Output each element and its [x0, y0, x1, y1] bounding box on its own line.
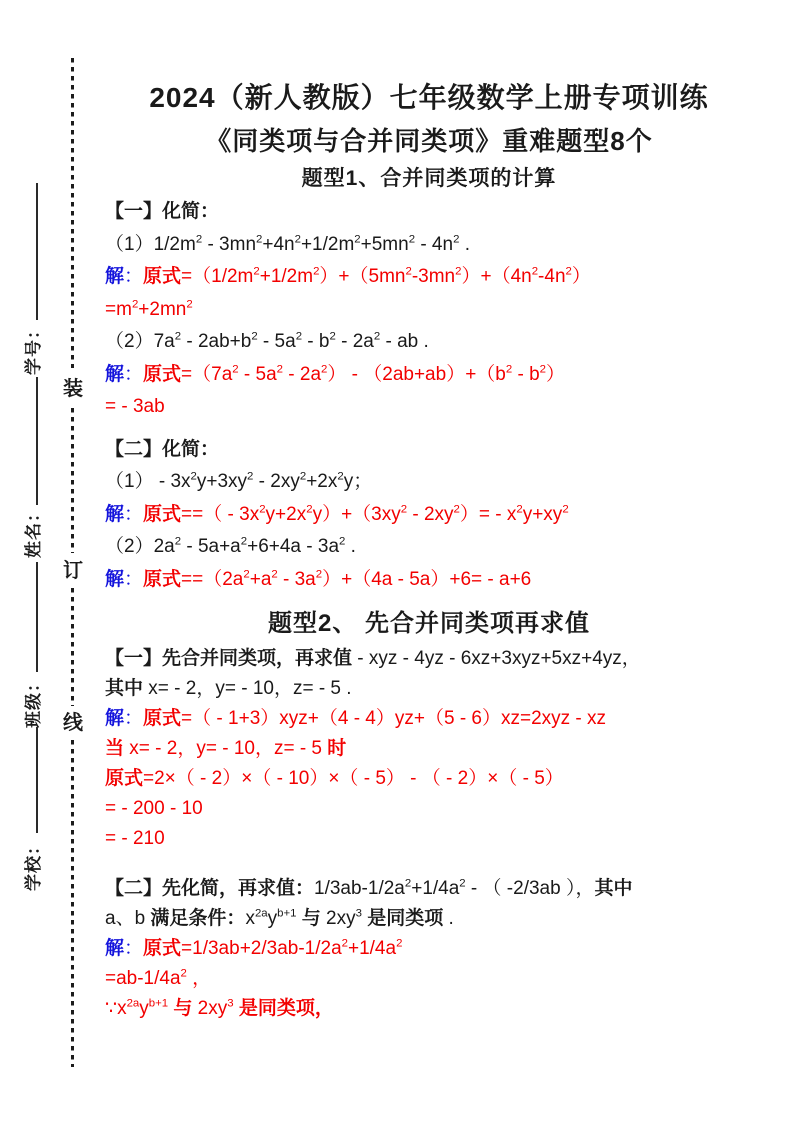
problem3-statement: [105, 644, 753, 674]
text-segment: 原式: [143, 503, 182, 525]
problem2-q1-solution: [105, 499, 753, 532]
text-segment: ==（ - $3x^2y+2x^2y)+(3xy^2 - 2xy^2)= - x^2y+xy^2$: [181, 503, 569, 525]
text-segment: 原式: [143, 938, 182, 959]
dashed-line-segment: [71, 58, 74, 368]
text-segment: 原式: [143, 708, 182, 729]
text-segment: 时: [327, 738, 347, 759]
text-segment: = - 3ab: [105, 396, 165, 417]
section1-heading: [105, 162, 753, 196]
text-segment: 其中: [594, 878, 633, 899]
dashed-line-segment: [71, 408, 74, 553]
text-segment: = - 210: [105, 828, 165, 849]
text-segment: $=m^2+2mn^2$: [105, 298, 193, 320]
text-segment: ：: [124, 266, 144, 287]
text-segment: =2×（ - 2）×（ - 10）×（ - 5） - （ - 2）×（ - 5）: [143, 768, 564, 789]
text-segment: 解: [105, 503, 125, 525]
binding-character: 订: [63, 560, 83, 582]
text-segment: 题型1、合并同类项的计算: [301, 167, 557, 190]
text-segment: 原式: [105, 768, 144, 789]
binding-character: 装: [63, 378, 83, 400]
text-segment: 2024（新人教版）七年级数学上册专项训练: [149, 82, 709, 113]
text-segment: =（ - 1+3）xyz+（4 - 4）yz+（5 - 6）xz=2xyz - xz: [181, 708, 607, 729]
field-label: 学号：: [24, 321, 43, 375]
problem3-substitute-when: [105, 734, 753, 764]
text-segment: $2xy^3$: [320, 907, 362, 929]
text-segment: - xyz - 4yz - 6xz+3xyz+5xz+4yz，: [352, 648, 641, 669]
text-segment: 是同类项: [367, 908, 444, 929]
text-segment: （2）: [105, 331, 154, 352]
problem3-substitution: [105, 764, 753, 794]
text-segment: 与: [301, 908, 321, 929]
problem1-q2-result: [105, 391, 753, 424]
field-label: 班级：: [24, 674, 43, 728]
text-segment: $2a^2 - 5a+a^2+6+4a - 3a^2$ .: [153, 535, 356, 557]
text-segment: ：: [124, 708, 144, 729]
dashed-line-segment: [71, 740, 74, 1067]
problem1-q2-solution: [105, 359, 753, 392]
text-segment: $=(1/2m^2+1/2m^2)+(5mn^2-3mn^2)+(4n^2-4n^2)$: [181, 265, 591, 287]
text-segment: $=(7a^2 - 5a^2 - 2a^2) - (2ab+ab)+(b^2 - b^2)$: [181, 363, 566, 385]
problem2-q1: [105, 466, 753, 499]
fill-in-blank-line: [36, 727, 38, 833]
text-segment: $=ab-1/4a^2$ ，: [105, 967, 212, 989]
problem1-q1-result: [105, 294, 753, 327]
content-column: [105, 76, 753, 1024]
dashed-line-segment: [71, 588, 74, 706]
problem4-because: [105, 994, 753, 1024]
text-segment: $\because x^{2a}y^{b+1}$: [105, 997, 169, 1019]
problem3-solution: [105, 704, 753, 734]
field-label: 姓名：: [24, 504, 43, 558]
text-segment: 解: [105, 568, 125, 590]
text-segment: 解: [105, 266, 125, 287]
text-segment: 原式: [143, 568, 182, 590]
text-segment: x= - 2，y= - 10，z= - 5: [124, 738, 328, 759]
text-segment: 题型2、 先合并同类项再求值: [267, 610, 590, 637]
sub-title: [105, 120, 753, 162]
text-segment: $2xy^3$: [192, 997, 234, 1019]
main-title: [105, 76, 753, 120]
text-segment: = - 200 - 10: [105, 798, 203, 819]
text-segment: 满足条件：: [150, 908, 246, 929]
text-segment: $7a^2 - 2ab+b^2 - 5a^2 - b^2 - 2a^2$ - ab .: [153, 330, 429, 352]
text-segment: 解: [105, 938, 125, 959]
problem1-q1-solution: [105, 261, 753, 294]
text-segment: （1）: [105, 233, 154, 255]
problem2-q2-solution: [105, 564, 753, 597]
problem1-q1: [105, 229, 753, 262]
text-segment: .: [443, 908, 454, 929]
text-segment: $==(2a^2+a^2 - 3a^2)+(4a - 5a)+6= - a+6$: [181, 568, 532, 590]
section2-heading: [105, 604, 753, 644]
text-segment: $1/2m^2 - 3mn^2+4n^2+1/2m^2+5mn^2 - 4n^2$ .: [153, 233, 470, 255]
problem4-statement: [105, 874, 753, 904]
text-segment: 【二】化简：: [105, 438, 220, 460]
text-segment: x= - 2，y= - 10，z= - 5 .: [143, 678, 352, 699]
text-segment: 【二】先化简，再求值：: [105, 878, 315, 899]
fill-in-blank-line: [36, 183, 38, 320]
binding-character: 线: [63, 712, 83, 734]
problem2-label: [105, 434, 753, 467]
text-segment: a、b: [105, 908, 151, 929]
text-segment: 其中: [105, 678, 144, 699]
text-segment: $=1/3ab+2/3ab-1/2a^2+1/4a^2$: [181, 937, 403, 959]
text-segment: ：: [124, 938, 144, 959]
text-segment: ：: [124, 568, 144, 590]
text-segment: $1/3ab-1/2a^2+1/4a^2$ - （ -2/3ab ），: [314, 877, 595, 899]
text-segment: 解: [105, 708, 125, 729]
problem2-q2: [105, 531, 753, 564]
text-segment: 与: [173, 998, 193, 1019]
text-segment: 是同类项，: [238, 998, 334, 1019]
text-segment: ：: [124, 363, 144, 385]
problem3-given: [105, 674, 753, 704]
problem4-simplified: [105, 964, 753, 994]
problem1-label: [105, 196, 753, 229]
text-segment: 当: [105, 738, 125, 759]
text-segment: 【一】化简：: [105, 201, 220, 222]
text-segment: - $3x^2y+3xy^2 - 2xy^2+2x^2y$；: [153, 470, 373, 492]
text-segment: 原式: [143, 363, 182, 385]
problem3-step: [105, 794, 753, 824]
problem3-result: [105, 824, 753, 854]
problem4-condition: [105, 904, 753, 934]
text-segment: 【一】先合并同类项，再求值: [105, 648, 353, 669]
problem4-solution: [105, 934, 753, 964]
text-segment: 《同类项与合并同类项》重难题型8个: [205, 126, 653, 156]
text-segment: ：: [124, 503, 144, 525]
text-segment: 原式: [143, 266, 182, 287]
text-segment: $x^{2a}y^{b+1}$: [245, 907, 297, 929]
text-segment: （2）: [105, 536, 154, 557]
field-label: 学校：: [24, 837, 43, 891]
problem1-q2: [105, 326, 753, 359]
text-segment: 解: [105, 363, 125, 385]
text-segment: （1）: [105, 471, 154, 492]
